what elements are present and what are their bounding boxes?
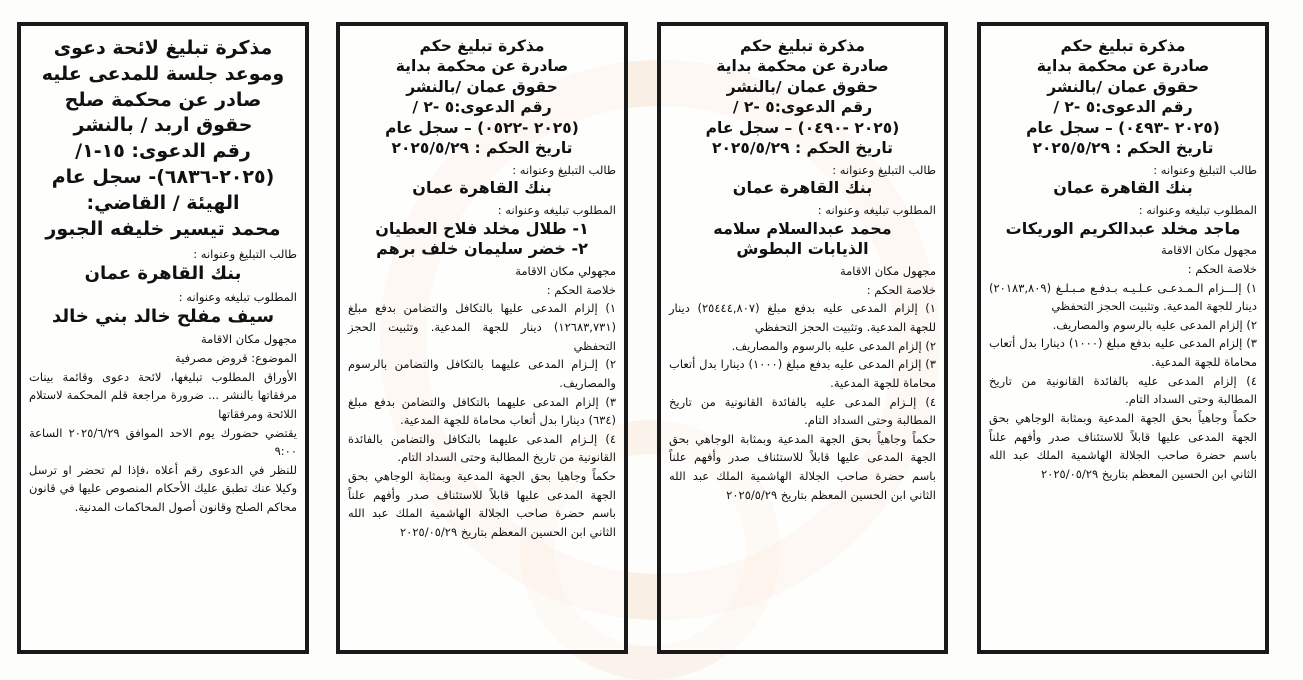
body-paragraph: مجهول مكان الاقامة bbox=[839, 264, 936, 279]
requester-label: طالب التبليغ وعنوانه : bbox=[512, 162, 616, 177]
body-paragraph: ٢) إلزام المدعى عليه بالرسوم والمصاريف. bbox=[731, 338, 936, 353]
title-line: (٢٠٢٥ -٠٤٩٣) – سجل عام bbox=[1026, 118, 1220, 137]
title-line: رقم الدعوى:٥ -٢ / bbox=[732, 98, 873, 117]
defendant-label: المطلوب تبليغه وعنوانه : bbox=[497, 203, 616, 218]
title-line: (٢٠٢٥-٦٨٣٦)- سجل عام bbox=[51, 166, 275, 189]
body-paragraph: الأوراق المطلوب تبليغها، لائحة دعوى وقائمة بينات مرفقاتها بالنشر ... ضرورة مراجعة قلم المحكمة لاستلام اللائحة ومرفقاتها bbox=[29, 369, 297, 421]
body-paragraph: ١) إلزام المدعى عليه بدفع مبلغ (٢٥٤٤٤,٨٠٧) دينار للجهة المدعية. وتثبيت الحجز التحفظي bbox=[669, 301, 936, 335]
notice-body bbox=[348, 262, 616, 541]
defendant-name: ١- طلال مخلد فلاح العطيان bbox=[375, 218, 589, 238]
requester-name: بنك القاهرة عمان bbox=[1053, 178, 1193, 198]
defendant-label: المطلوب تبليغه وعنوانه : bbox=[1138, 203, 1257, 218]
body-paragraph: حكماً وجاهيا بحق الجهة المدعية وبمثابة الوجاهي بحق الجهة المدعى عليها قابلاً للاستئناف صدر وأفهم علناً باسم حضرة صاحب الجلالة الهاشمية الملك عبد الله الثاني ابن الحسين المعظم بتاريخ ٢٠٢٥/٠٥/٢٩ bbox=[348, 469, 616, 539]
title-line: مذكرة تبليغ حكم bbox=[740, 37, 865, 55]
defendant-label: المطلوب تبليغه وعنوانه : bbox=[178, 289, 297, 304]
notice-body bbox=[29, 330, 297, 516]
body-paragraph: خلاصة الحكم : bbox=[1187, 261, 1257, 276]
requester-name: بنك القاهرة عمان bbox=[732, 178, 873, 198]
body-paragraph: ١) إلزام المدعى عليها بالتكافل والتضامن بدفع مبلغ (١٢٦٨٣,٧٣١) دينار للجهة المدعية. وتثبيت الحجز التحفظي bbox=[348, 301, 616, 353]
defendant-label: المطلوب تبليغه وعنوانه : bbox=[817, 203, 936, 218]
defendant-name: الذيابات البطوش bbox=[736, 239, 869, 259]
notice-judgment-0490 bbox=[657, 22, 948, 654]
notice-title bbox=[29, 36, 297, 243]
title-line: صادر عن محكمة صلح bbox=[64, 88, 262, 111]
title-line: رقم الدعوى:٥ -٢ / bbox=[1053, 98, 1193, 117]
body-paragraph: مجهول مكان الاقامة bbox=[1160, 243, 1257, 258]
title-line: الهيئة / القاضي: bbox=[86, 191, 240, 214]
body-paragraph: ٤) إلـزام المدعى عليه بالفائدة القانونية من تاريخ المطالبة وحتى السداد التام. bbox=[669, 394, 936, 428]
body-paragraph: ٣) إلزام المدعى عليهما بالتكافل والتضامن بدفع مبلغ (٦٣٤) دينارا بدل أتعاب محاماة للجهة المدعية. bbox=[348, 394, 616, 428]
title-line: مذكرة تبليغ حكم bbox=[1060, 37, 1186, 55]
title-line: حقوق عمان /بالنشر bbox=[726, 77, 879, 96]
title-line: صادرة عن محكمة بداية bbox=[716, 57, 889, 76]
defendant-name: محمد عبدالسلام سلامه bbox=[713, 218, 892, 238]
notice-title bbox=[669, 36, 936, 159]
notice-body bbox=[669, 262, 936, 504]
title-line: صادرة عن محكمة بداية bbox=[395, 57, 569, 76]
title-line: تاريخ الحكم : ٢٠٢٥/٥/٢٩ bbox=[391, 139, 573, 158]
body-paragraph: ١) إلـــزام الـمـدعـى عـلـيـه بـدفـع مـبـلـغ (٢٠١٨٣,٨٠٩) دينار للجهة المدعية. وتثبيت الحجز التحفظي bbox=[989, 280, 1257, 314]
notice-title bbox=[989, 36, 1257, 159]
defendant-name: سيف مفلح خالد بني خالد bbox=[51, 306, 275, 328]
body-paragraph: خلاصة الحكم : bbox=[866, 282, 936, 297]
requester-label: طالب التبليغ وعنوانه : bbox=[193, 246, 297, 261]
title-line: مذكرة تبليغ لائحة دعوى bbox=[53, 37, 273, 59]
requester-name: بنك القاهرة عمان bbox=[412, 178, 552, 198]
notice-judgment-0522 bbox=[336, 22, 628, 654]
requester-label: طالب التبليغ وعنوانه : bbox=[832, 162, 936, 177]
title-line: رقم الدعوى:٥ -٢ / bbox=[412, 98, 552, 117]
body-paragraph: الموضوع: قروض مصرفية bbox=[175, 351, 297, 366]
body-paragraph: حكماً وجاهياً بحق الجهة المدعية وبمثابة الوجاهي بحق الجهة المدعى عليها قابلاً للاستئناف صدر وأفهم علناً باسم حضرة صاحب الجلالة الهاشمية الملك عبد الله الثاني ابن الحسين المعظم بتاريخ ٢٠٢٥/٠٥/٢٩ bbox=[989, 410, 1257, 481]
defendant-name: ٢- خضر سليمان خلف برهم bbox=[376, 239, 588, 259]
title-line: وموعد جلسة للمدعى عليه bbox=[41, 62, 285, 85]
requester-label: طالب التبليغ وعنوانه : bbox=[1153, 162, 1257, 177]
title-line: رقم الدعوى: ١٥-١/ bbox=[75, 140, 251, 163]
body-paragraph: حكماً وجاهياً بحق الجهة المدعية وبمثابة الوجاهي بحق الجهة المدعى عليها قابلاً للاستئناف صدر وأفهم علناً باسم حضرة صاحب الجلالة الهاشمية الملك عبد الله الثاني ابن الحسين المعظم بتاريخ ٢٠٢٥/٥/٢٩ bbox=[669, 431, 936, 502]
body-paragraph: يقتضي حضورك يوم الاحد الموافق ٢٠٢٥/٦/٢٩ الساعة ٩:٠٠ bbox=[29, 425, 297, 459]
body-paragraph: ٣) إلزام المدعى عليه بدفع مبلغ (١٠٠٠) دينارا بدل أتعاب محاماة للجهة المدعية. bbox=[669, 357, 936, 390]
title-line: (٢٠٢٥ -٠٤٩٠) – سجل عام bbox=[705, 118, 900, 137]
body-paragraph: خلاصة الحكم : bbox=[546, 282, 616, 297]
body-paragraph: ٢) إلزام المدعى عليه بالرسوم والمصاريف. bbox=[1052, 317, 1257, 332]
title-line: (٢٠٢٥ -٠٥٢٢) – سجل عام bbox=[385, 118, 579, 137]
notice-judgment-0493 bbox=[977, 22, 1269, 654]
title-line: حقوق عمان /بالنشر bbox=[406, 77, 558, 96]
body-paragraph: مجهول مكان الاقامة bbox=[200, 332, 297, 347]
body-paragraph: ٤) إلزام المدعى عليه بالفائدة القانونية من تاريخ المطالبة وحتى السداد التام. bbox=[989, 373, 1257, 407]
body-paragraph: ٣) إلزام المدعى عليه بدفع مبلغ (١٠٠٠) دينارا بدل أتعاب محاماة للجهة المدعية. bbox=[989, 336, 1257, 370]
body-paragraph: ٤) إلـزام المدعى عليهما بالتكافل والتضامن بالفائدة القانونية من تاريخ المطالبة وحتى السداد التام. bbox=[348, 431, 616, 465]
notice-body bbox=[989, 241, 1257, 483]
notice-claim-irbid bbox=[17, 22, 309, 654]
title-line: مذكرة تبليغ حكم bbox=[419, 37, 545, 55]
notice-title bbox=[348, 36, 616, 159]
body-paragraph: ٢) إلـزام المدعى عليهما بالتكافل والتضامن بالرسوم والمصاريف. bbox=[348, 357, 616, 390]
title-line: صادرة عن محكمة بداية bbox=[1036, 57, 1210, 76]
defendant-name: ماجد مخلد عبدالكريم الوريكات bbox=[1005, 218, 1241, 238]
title-line: تاريخ الحكم : ٢٠٢٥/٥/٢٩ bbox=[1032, 139, 1214, 158]
body-paragraph: مجهولي مكان الاقامة bbox=[515, 264, 616, 279]
body-paragraph: للنظر في الدعوى رقم أعلاه ،فإذا لم تحضر او ترسل وكيلا عنك تطبق عليك الأحكام المنصوص عليها في قانون محاكم الصلح وقانون أصول المحاكمات المدنية. bbox=[29, 462, 297, 515]
title-line: محمد تيسير خليفه الجبور bbox=[45, 217, 281, 240]
requester-name: بنك القاهرة عمان bbox=[84, 263, 242, 285]
title-line: حقوق اربد / بالنشر bbox=[73, 114, 253, 137]
title-line: حقوق عمان /بالنشر bbox=[1047, 77, 1199, 96]
title-line: تاريخ الحكم : ٢٠٢٥/٥/٢٩ bbox=[712, 139, 893, 158]
